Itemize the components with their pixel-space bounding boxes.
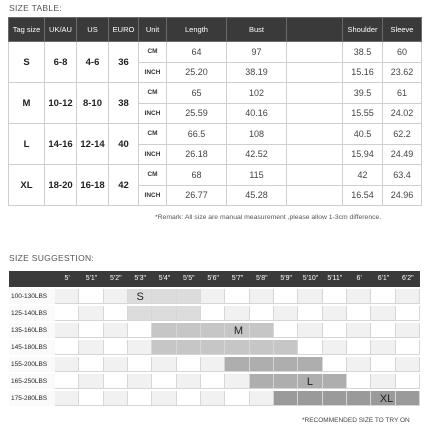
uk-au-cell: 10-12 — [45, 83, 77, 124]
grid-cell — [347, 374, 371, 389]
grid-cell — [79, 289, 103, 304]
size-zone-label: S — [136, 291, 144, 303]
grid-cell — [347, 357, 371, 372]
grid-cell — [250, 306, 274, 321]
grid-cell — [201, 357, 225, 372]
size-zone-label: L — [306, 376, 313, 388]
weight-label: 155-200LBS — [9, 357, 55, 372]
sleeve-cell: 24.49 — [383, 144, 422, 165]
height-header-cell: 5'9" — [280, 275, 292, 282]
us-cell: 4-6 — [77, 42, 109, 83]
grid-cell — [396, 374, 420, 389]
length-cell: 68 — [167, 165, 227, 186]
uk-au-cell: 14-16 — [45, 124, 77, 165]
grid-cell — [152, 357, 176, 372]
unit-cell: CM — [139, 42, 167, 63]
grid-cell — [371, 306, 395, 321]
grid-cell — [79, 306, 103, 321]
grid-cell — [396, 289, 420, 304]
grid-cell — [128, 306, 152, 321]
grid-cell — [225, 306, 249, 321]
height-header-cell: 5'3" — [134, 275, 146, 282]
grid-cell — [274, 391, 298, 406]
us-cell: 8-10 — [77, 83, 109, 124]
grid-cell — [55, 374, 79, 389]
height-header-cell: 5'11" — [327, 275, 343, 282]
grid-cell — [79, 323, 103, 338]
grid-cell — [201, 323, 225, 338]
unit-cell: INCH — [139, 185, 167, 206]
grid-cell — [128, 357, 152, 372]
shoulder-cell: 15.16 — [343, 62, 383, 83]
sleeve-cell: 61 — [383, 83, 422, 104]
length-cell: 64 — [167, 42, 227, 63]
weight-label: 125-140LBS — [9, 306, 55, 321]
grid-cell — [152, 391, 176, 406]
header-length: Length — [167, 18, 227, 42]
height-header-cell: 5'8" — [256, 275, 268, 282]
grid-cell — [104, 391, 128, 406]
grid-cell — [55, 391, 79, 406]
grid-cell — [104, 374, 128, 389]
size-table-header — [9, 18, 422, 42]
tag-size-cell: S — [9, 42, 45, 83]
tag-size-cell: L — [9, 124, 45, 165]
weight-label: 165-250LBS — [9, 374, 55, 389]
grid-cell — [323, 357, 347, 372]
grid-cell — [250, 289, 274, 304]
grid-cell — [298, 357, 322, 372]
size-suggestion-title: SIZE SUGGESTION: — [9, 253, 95, 263]
euro-cell: 40 — [109, 124, 139, 165]
euro-cell: 38 — [109, 83, 139, 124]
tag-size-cell: M — [9, 83, 45, 124]
grid-cell — [396, 340, 420, 355]
grid-cell — [177, 323, 201, 338]
size-suggestion-grid — [9, 271, 420, 408]
size-zone-label: M — [233, 325, 244, 337]
grid-cell — [201, 374, 225, 389]
sleeve-cell: 62.2 — [383, 124, 422, 145]
unit-cell: INCH — [139, 62, 167, 83]
grid-cell — [79, 357, 103, 372]
bust-cell: 42.52 — [227, 144, 287, 165]
height-header-cell: 6'1" — [377, 275, 390, 282]
header-bust: Bust — [227, 18, 287, 42]
grid-cell — [79, 340, 103, 355]
grid-cell — [371, 340, 395, 355]
grid-cell — [152, 306, 176, 321]
grid-cell — [371, 289, 395, 304]
grid-cell — [104, 289, 128, 304]
grid-cell — [177, 306, 201, 321]
grid-cell — [396, 357, 420, 372]
grid-cell — [128, 374, 152, 389]
euro-cell: 36 — [109, 42, 139, 83]
size-zone-label: XL — [379, 393, 394, 405]
weight-label: 175-280LBS — [9, 391, 55, 406]
grid-cell — [347, 391, 371, 406]
grid-cell — [250, 323, 274, 338]
sleeve-cell: 63.4 — [383, 165, 422, 186]
measurement-remark: *Remark: All size are manual measurement ,please allow 1-3cm difference. — [155, 214, 382, 221]
grid-cell — [323, 323, 347, 338]
blank-cell — [287, 165, 343, 186]
header-uk-au: UK/AU — [45, 18, 77, 42]
bust-cell: 45.28 — [227, 185, 287, 206]
grid-cell — [201, 306, 225, 321]
grid-cell — [177, 391, 201, 406]
header-sleeve: Sleeve — [383, 18, 422, 42]
bust-cell: 115 — [227, 165, 287, 186]
grid-cell — [177, 374, 201, 389]
bust-cell: 40.16 — [227, 103, 287, 124]
header-euro: EURO — [109, 18, 139, 42]
blank-cell — [287, 42, 343, 63]
grid-cell — [79, 374, 103, 389]
blank-cell — [287, 144, 343, 165]
grid-cell — [152, 340, 176, 355]
grid-cell — [225, 340, 249, 355]
table-row — [9, 124, 422, 145]
grid-cell — [274, 323, 298, 338]
grid-cell — [225, 357, 249, 372]
shoulder-cell: 16.54 — [343, 185, 383, 206]
grid-cell — [55, 357, 79, 372]
tag-size-cell: XL — [9, 165, 45, 206]
height-header-cell: 5'1" — [85, 275, 98, 282]
unit-cell: CM — [139, 124, 167, 145]
height-header-cell: 5' — [64, 275, 70, 282]
grid-cell — [104, 323, 128, 338]
height-header-cell: 5'7" — [231, 275, 244, 282]
grid-cell — [152, 289, 176, 304]
height-header-cell: 5'6" — [207, 275, 219, 282]
grid-cell — [371, 323, 395, 338]
table-row — [9, 83, 422, 104]
grid-cell — [55, 323, 79, 338]
sleeve-cell: 24.96 — [383, 185, 422, 206]
grid-cell — [347, 289, 371, 304]
grid-cell — [250, 340, 274, 355]
uk-au-cell: 18-20 — [45, 165, 77, 206]
grid-cell — [152, 323, 176, 338]
table-row — [9, 165, 422, 186]
grid-cell — [396, 391, 420, 406]
grid-cell — [225, 391, 249, 406]
weight-label: 135-160LBS — [9, 323, 55, 338]
header-blank — [287, 18, 343, 42]
grid-cell — [274, 306, 298, 321]
sleeve-cell: 60 — [383, 42, 422, 63]
grid-cell — [274, 340, 298, 355]
sleeve-cell: 24.02 — [383, 103, 422, 124]
height-header-cell: 6' — [356, 275, 362, 282]
height-header-cell: 5'10" — [302, 275, 319, 282]
grid-cell — [347, 340, 371, 355]
grid-cell — [104, 306, 128, 321]
shoulder-cell: 42 — [343, 165, 383, 186]
grid-cell — [396, 323, 420, 338]
height-header-cell: 5'4" — [158, 275, 171, 282]
grid-cell — [347, 323, 371, 338]
us-cell: 12-14 — [77, 124, 109, 165]
length-cell: 26.18 — [167, 144, 227, 165]
grid-cell — [274, 357, 298, 372]
size-table-title: SIZE TABLE: — [9, 3, 63, 13]
bust-cell: 102 — [227, 83, 287, 104]
grid-cell — [323, 374, 347, 389]
shoulder-cell: 15.55 — [343, 103, 383, 124]
bust-cell: 97 — [227, 42, 287, 63]
euro-cell: 42 — [109, 165, 139, 206]
height-header-cell: 5'5" — [183, 275, 195, 282]
size-table — [8, 17, 422, 206]
shoulder-cell: 39.5 — [343, 83, 383, 104]
height-header-cell: 6'2" — [402, 275, 414, 282]
table-row — [9, 42, 422, 63]
length-cell: 26.77 — [167, 185, 227, 206]
grid-cell — [55, 340, 79, 355]
grid-cell — [177, 357, 201, 372]
grid-cell — [177, 340, 201, 355]
grid-cell — [250, 374, 274, 389]
length-cell: 65 — [167, 83, 227, 104]
bust-cell: 38.19 — [227, 62, 287, 83]
grid-cell — [347, 306, 371, 321]
header-shoulder: Shoulder — [343, 18, 383, 42]
header-tag-size: Tag size — [9, 18, 45, 42]
weight-label: 100-130LBS — [9, 289, 55, 304]
grid-cell — [298, 391, 322, 406]
grid-cell — [396, 306, 420, 321]
header-unit: Unit — [139, 18, 167, 42]
grid-cell — [323, 289, 347, 304]
blank-cell — [287, 103, 343, 124]
weight-label: 145-180LBS — [9, 340, 55, 355]
grid-cell — [104, 340, 128, 355]
grid-cell — [128, 391, 152, 406]
grid-cell — [323, 306, 347, 321]
blank-cell — [287, 83, 343, 104]
length-cell: 25.20 — [167, 62, 227, 83]
grid-cell — [225, 374, 249, 389]
blank-cell — [287, 62, 343, 83]
length-cell: 66.5 — [167, 124, 227, 145]
grid-cell — [371, 374, 395, 389]
grid-cell — [274, 374, 298, 389]
bust-cell: 108 — [227, 124, 287, 145]
unit-cell: CM — [139, 165, 167, 186]
grid-cell — [55, 306, 79, 321]
unit-cell: INCH — [139, 144, 167, 165]
unit-cell: CM — [139, 83, 167, 104]
blank-cell — [287, 124, 343, 145]
shoulder-cell: 15.94 — [343, 144, 383, 165]
blank-cell — [287, 185, 343, 206]
grid-cell — [274, 289, 298, 304]
grid-cell — [177, 289, 201, 304]
grid-cell — [298, 289, 322, 304]
shoulder-cell: 38.5 — [343, 42, 383, 63]
grid-cell — [323, 340, 347, 355]
length-cell: 25.59 — [167, 103, 227, 124]
grid-cell — [371, 357, 395, 372]
unit-cell: INCH — [139, 103, 167, 124]
us-cell: 16-18 — [77, 165, 109, 206]
height-header-cell: 5'2" — [110, 275, 122, 282]
grid-cell — [201, 289, 225, 304]
shoulder-cell: 40.5 — [343, 124, 383, 145]
grid-cell — [152, 374, 176, 389]
grid-cell — [79, 391, 103, 406]
grid-cell — [225, 289, 249, 304]
grid-cell — [55, 289, 79, 304]
header-us: US — [77, 18, 109, 42]
grid-cell — [298, 323, 322, 338]
grid-cell — [250, 357, 274, 372]
grid-cell — [201, 391, 225, 406]
grid-cell — [323, 391, 347, 406]
grid-cell — [104, 357, 128, 372]
grid-cell — [250, 391, 274, 406]
grid-cell — [298, 306, 322, 321]
grid-cell — [128, 340, 152, 355]
grid-cell — [298, 340, 322, 355]
uk-au-cell: 6-8 — [45, 42, 77, 83]
sleeve-cell: 23.62 — [383, 62, 422, 83]
grid-cell — [201, 340, 225, 355]
recommended-footnote: *RECOMMENDED SIZE TO TRY ON — [302, 417, 410, 424]
grid-cell — [128, 323, 152, 338]
